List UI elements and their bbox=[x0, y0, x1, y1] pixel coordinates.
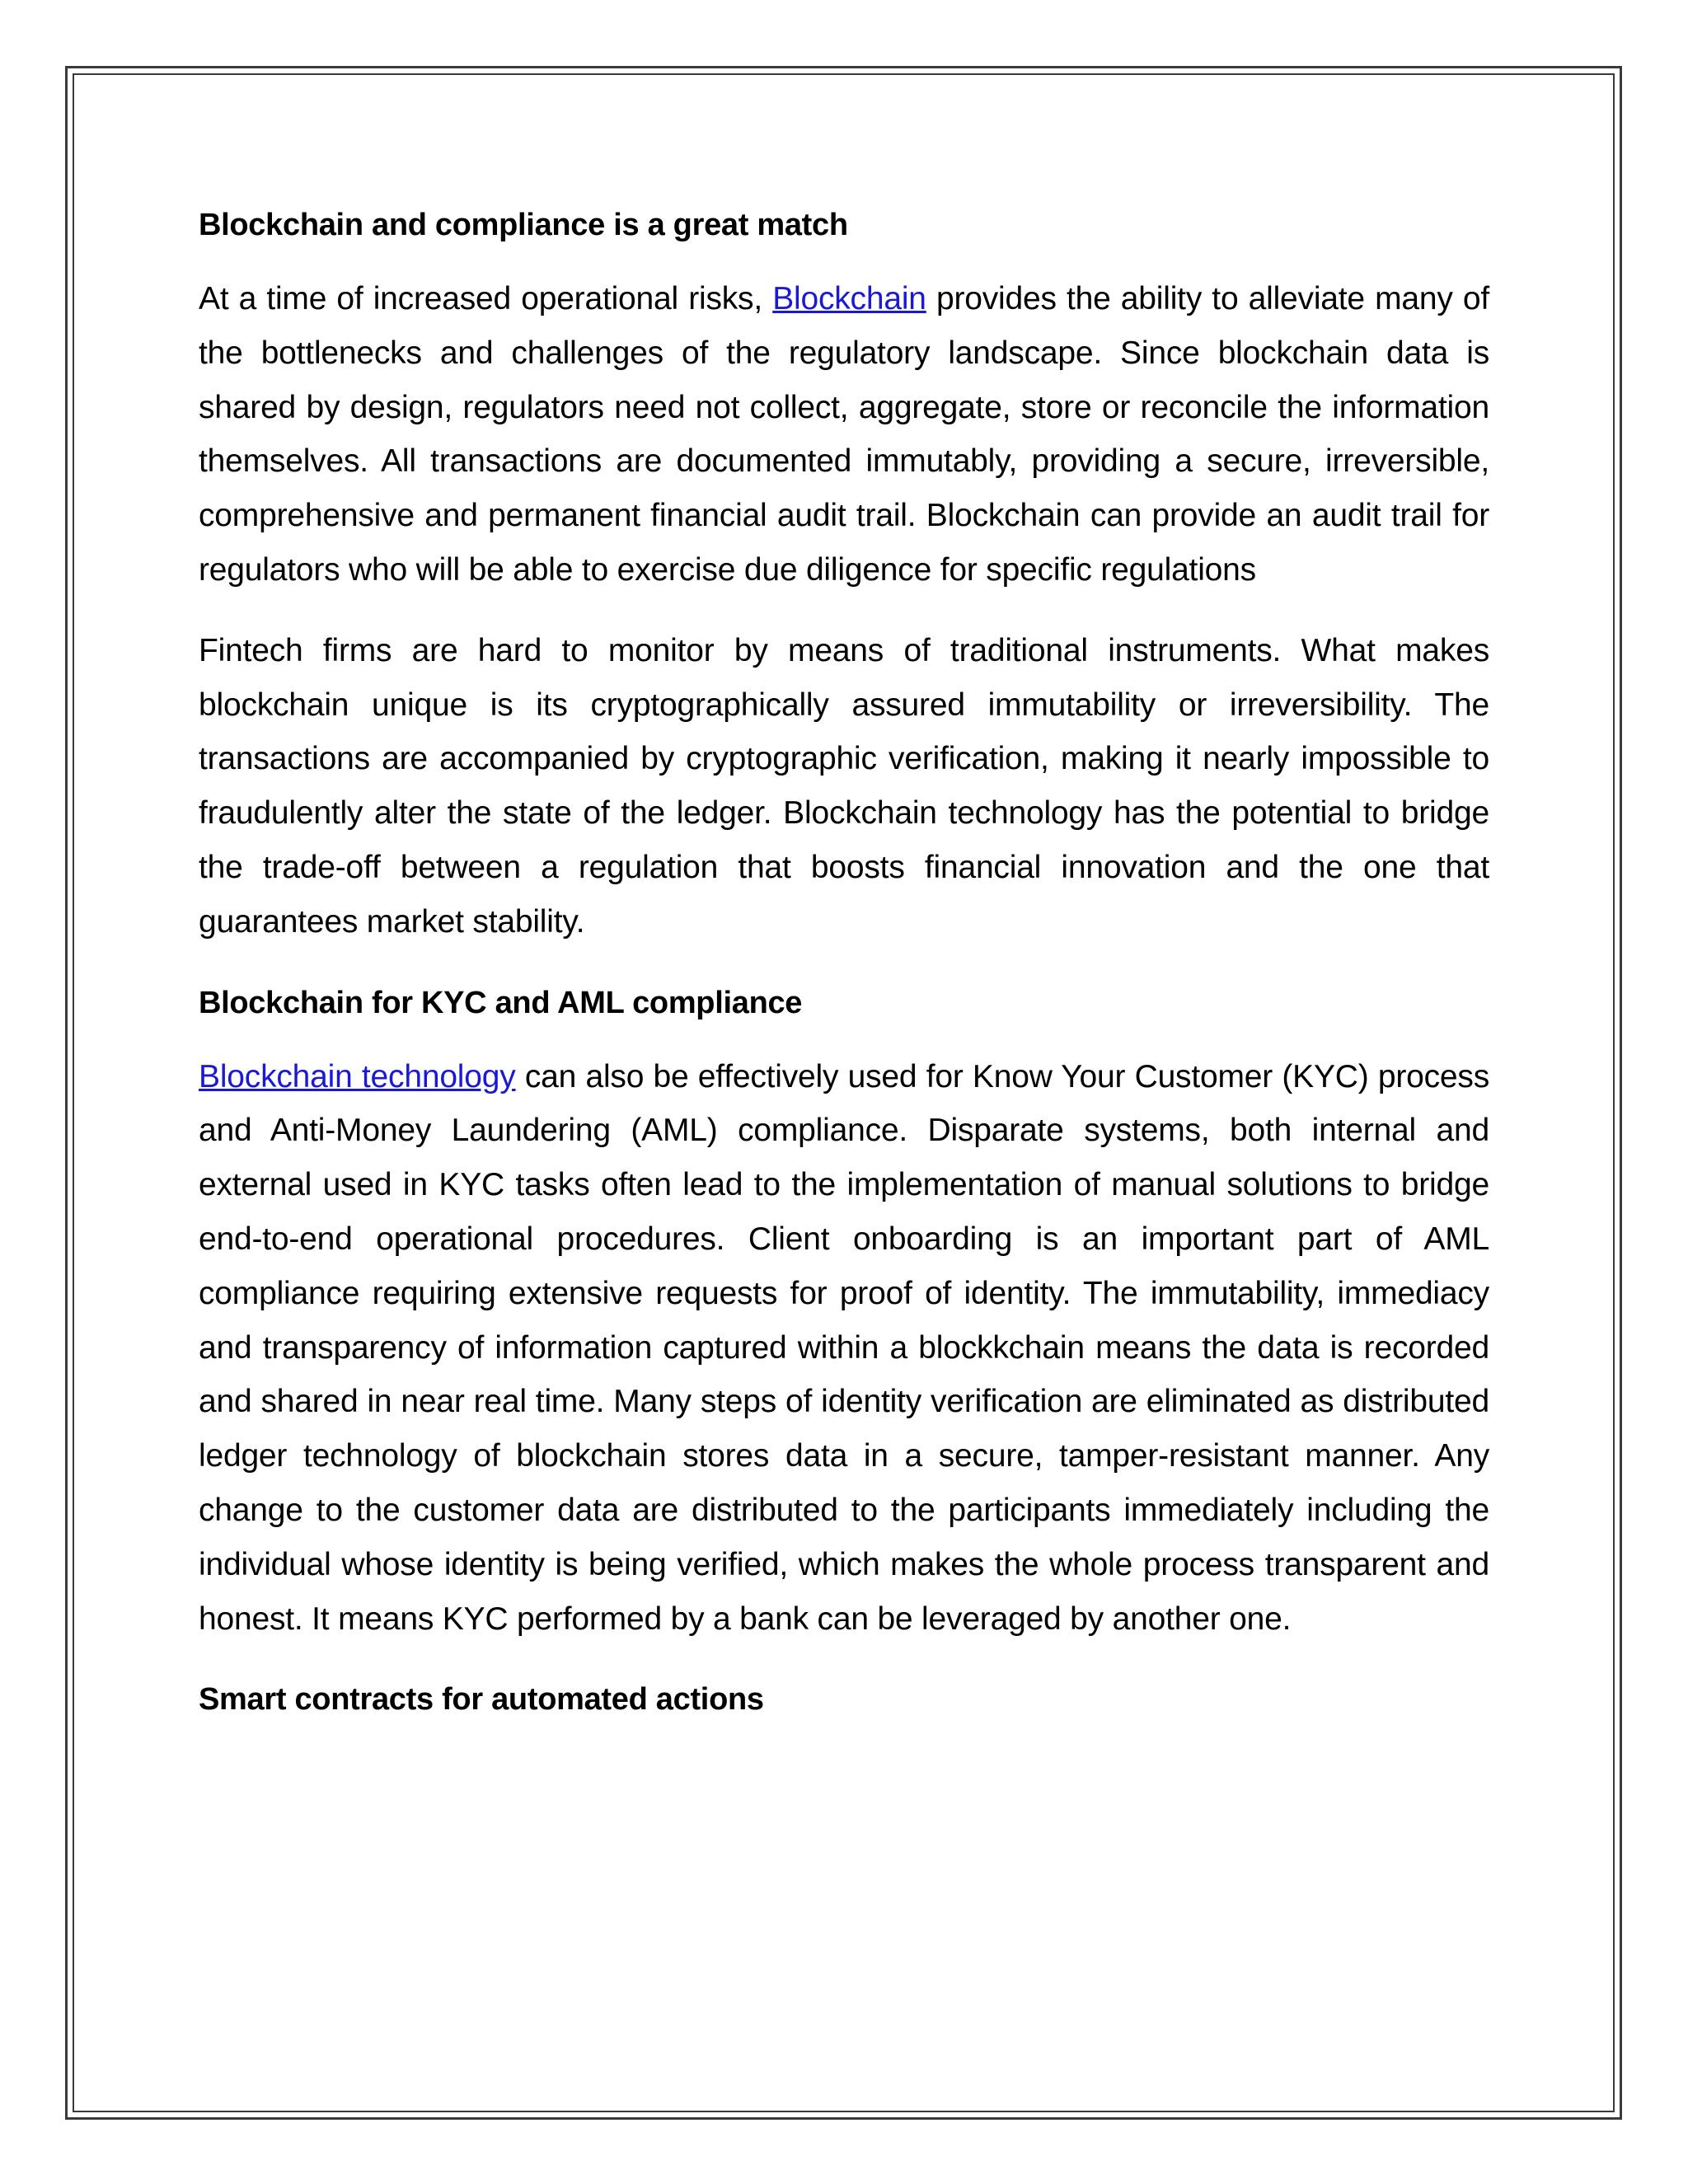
document-body bbox=[199, 191, 1489, 1746]
heading-compliance-match: Blockchain and compliance is a great match bbox=[199, 208, 848, 242]
paragraph-fintech-firms: Fintech firms are hard to monitor by means of traditional instruments. What makes blockchain unique is its cryptographically assured immutability or irreversibility. The transactions are accompanied by cryptographic verification, making it nearly impossible to fraudulently alter the state of the ledger. Blockchain technology has the potential to bridge the trade-off between a regulation that boosts financial innovation and the one that guarantees market stability. bbox=[199, 632, 1489, 940]
paragraph-operational-risks bbox=[199, 272, 1489, 598]
paragraph-text: At a time of increased operational risks, bbox=[199, 281, 773, 316]
blockchain-technology-link[interactable]: Blockchain technology bbox=[199, 1058, 516, 1094]
paragraph-text: can also be effectively used for Know Your Customer (KYC) process and Anti-Money Laundering (AML) compliance. Disparate systems, both internal and external used in KYC tasks often lead to the implementation of manual solutions to bridge end-to-end operational procedures. Client onboarding is an important part of AML compliance requiring extensive requests for proof of identity. The immutability, immediacy and transparency of information captured within a blockkchain means the data is recorded and shared in near real time. Many steps of identity verification are eliminated as distributed ledger technology of blockchain stores data in a secure, tamper-resistant manner. Any change to the customer data are distributed to the participants immediately including the individual whose identity is being verified, which makes the whole process transparent and honest. It means KYC performed by a bank can be leveraged by another one. bbox=[199, 1058, 1489, 1637]
paragraph-text: provides the ability to alleviate many of the bottlenecks and challenges of the regulatory landscape. Since blockchain data is shared by design, regulators need not collect, aggregate, store or reconcile the information themselves. All transactions are documented immutably, providing a secure, irreversible, comprehensive and permanent financial audit trail. Blockchain can provide an audit trail for regulators who will be able to exercise due diligence for specific regulations bbox=[199, 281, 1490, 588]
heading-kyc-aml: Blockchain for KYC and AML compliance bbox=[199, 985, 803, 1020]
heading-smart-contracts: Smart contracts for automated actions bbox=[199, 1682, 764, 1718]
paragraph-kyc-aml bbox=[199, 1050, 1489, 1647]
blockchain-link[interactable]: Blockchain bbox=[772, 281, 926, 316]
